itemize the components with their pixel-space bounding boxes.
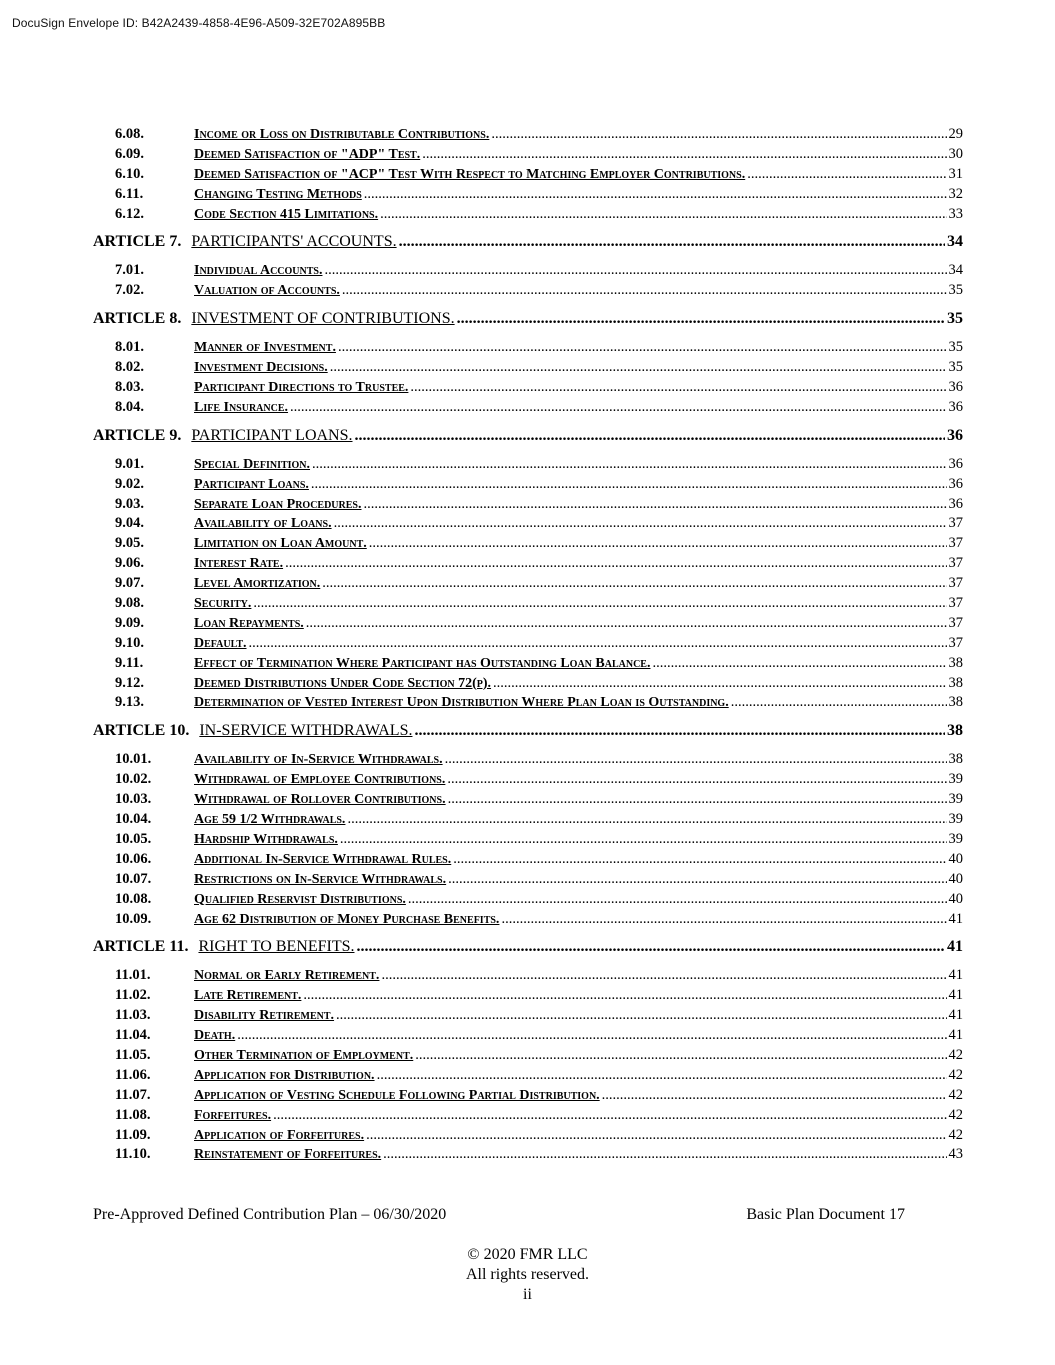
toc-entry[interactable] xyxy=(93,1006,963,1026)
section-title-link[interactable]: Other Termination of Employment. xyxy=(194,1047,414,1063)
section-title-link[interactable]: Code Section 415 Limitations. xyxy=(194,206,379,222)
section-page: 38 xyxy=(948,674,963,691)
section-title-link[interactable]: Death. xyxy=(194,1028,236,1044)
table-of-contents xyxy=(93,125,963,1165)
toc-group xyxy=(93,125,963,224)
toc-entry[interactable] xyxy=(93,1066,963,1086)
section-title-link[interactable]: Normal or Early Retirement. xyxy=(194,968,380,984)
section-number: 9.11. xyxy=(115,654,144,671)
dot-leader xyxy=(410,378,946,398)
toc-article[interactable] xyxy=(93,231,963,253)
section-title-link[interactable]: Age 59 1/2 Withdrawals. xyxy=(194,812,346,828)
section-page: 42 xyxy=(948,1066,963,1083)
section-number: 11.09. xyxy=(115,1126,151,1143)
toc-entry[interactable] xyxy=(93,1145,963,1165)
article-title[interactable]: PARTICIPANT LOANS. xyxy=(191,426,353,444)
dot-leader xyxy=(285,554,946,574)
section-title-link[interactable]: Default. xyxy=(194,635,247,651)
dot-leader xyxy=(448,790,947,810)
toc-group xyxy=(93,455,963,714)
toc-group xyxy=(93,750,963,929)
section-title-link[interactable]: Participant Loans. xyxy=(194,476,309,492)
section-page: 36 xyxy=(948,379,963,396)
dot-leader xyxy=(369,534,947,554)
section-number: 10.01. xyxy=(115,751,152,768)
section-page: 38 xyxy=(948,654,963,671)
section-number: 11.07. xyxy=(115,1086,151,1103)
section-title-link[interactable]: Disability Retirement. xyxy=(194,1008,335,1024)
article-page: 34 xyxy=(947,233,963,251)
section-number: 9.10. xyxy=(115,634,144,651)
section-number: 6.08. xyxy=(115,126,144,142)
article-page: 36 xyxy=(947,426,963,444)
toc-article[interactable] xyxy=(93,936,963,958)
dot-leader xyxy=(493,674,946,694)
section-title-link[interactable]: Life Insurance. xyxy=(194,399,289,415)
dot-leader xyxy=(447,770,946,790)
toc-entry[interactable] xyxy=(93,475,963,495)
article-label: ARTICLE 10. xyxy=(93,722,190,740)
section-page: 41 xyxy=(948,910,963,927)
dot-leader xyxy=(457,308,945,330)
section-number: 9.05. xyxy=(115,535,144,552)
toc-entry[interactable] xyxy=(93,634,963,654)
section-page: 35 xyxy=(948,282,963,299)
dot-leader xyxy=(253,594,946,614)
section-title-link[interactable]: Separate Loan Procedures. xyxy=(194,496,362,512)
dot-leader xyxy=(414,720,945,742)
section-title-link[interactable]: Forfeitures. xyxy=(194,1107,272,1123)
section-page: 39 xyxy=(948,791,963,808)
section-number: 10.07. xyxy=(115,870,152,887)
dot-leader xyxy=(381,966,946,986)
section-page: 36 xyxy=(948,475,963,492)
section-page: 37 xyxy=(948,535,963,552)
section-number: 11.04. xyxy=(115,1027,151,1044)
section-page: 40 xyxy=(948,890,963,907)
section-number: 10.04. xyxy=(115,811,152,828)
section-page: 35 xyxy=(948,359,963,376)
toc-entry[interactable] xyxy=(93,693,963,713)
section-number: 10.06. xyxy=(115,850,152,867)
section-number: 8.04. xyxy=(115,398,144,415)
section-title-link[interactable]: Application of Vesting Schedule Following Partial Distribution. xyxy=(194,1087,600,1103)
section-number: 6.09. xyxy=(115,145,144,162)
article-label: ARTICLE 8. xyxy=(93,310,182,328)
section-number: 11.08. xyxy=(115,1106,151,1123)
section-page: 34 xyxy=(948,262,963,279)
section-number: 7.02. xyxy=(115,282,144,299)
dot-leader xyxy=(237,1026,946,1046)
section-title-link[interactable]: Deemed Satisfaction of "ADP" Test. xyxy=(194,146,421,162)
dot-leader xyxy=(383,1145,946,1165)
dot-leader xyxy=(311,475,947,495)
dot-leader xyxy=(338,338,947,358)
section-title-link[interactable]: Effect of Termination Where Participant has Outstanding Loan Balance. xyxy=(194,655,651,671)
dot-leader xyxy=(322,574,946,594)
section-title-link[interactable]: Reinstatement of Forfeitures. xyxy=(194,1147,382,1163)
section-page: 35 xyxy=(948,339,963,356)
toc-entry[interactable] xyxy=(93,750,963,770)
toc-entry[interactable] xyxy=(93,554,963,574)
section-number: 8.01. xyxy=(115,339,144,356)
section-title-link[interactable]: Loan Repayments. xyxy=(194,615,304,631)
dot-leader xyxy=(453,850,946,870)
toc-entry[interactable] xyxy=(93,145,963,165)
section-page: 37 xyxy=(948,515,963,532)
article-label: ARTICLE 7. xyxy=(93,233,182,251)
section-title-link[interactable]: Restrictions on In-Service Withdrawals. xyxy=(194,871,447,887)
section-number: 6.10. xyxy=(115,165,144,182)
toc-entry[interactable] xyxy=(93,125,963,145)
dot-leader xyxy=(355,425,946,447)
toc-entry[interactable] xyxy=(93,1046,963,1066)
dot-leader xyxy=(356,936,945,958)
section-title-link[interactable]: Availability of In-Service Withdrawals. xyxy=(194,752,443,768)
dot-leader xyxy=(364,185,947,205)
article-label: ARTICLE 9. xyxy=(93,426,182,444)
dot-leader xyxy=(602,1086,947,1106)
dot-leader xyxy=(306,614,947,634)
toc-article[interactable] xyxy=(93,308,963,330)
section-page: 29 xyxy=(948,126,963,142)
toc-group xyxy=(93,966,963,1165)
toc-entry[interactable] xyxy=(93,594,963,614)
section-number: 11.05. xyxy=(115,1046,151,1063)
section-page: 38 xyxy=(948,751,963,768)
section-number: 10.09. xyxy=(115,910,152,927)
toc-entry[interactable] xyxy=(93,810,963,830)
toc-entry[interactable] xyxy=(93,910,963,930)
section-page: 40 xyxy=(948,850,963,867)
section-number: 9.03. xyxy=(115,495,144,512)
dot-leader xyxy=(336,1006,946,1026)
dot-leader xyxy=(330,358,947,378)
section-number: 9.08. xyxy=(115,595,144,612)
copyright-line: © 2020 FMR LLC xyxy=(467,1246,588,1263)
toc-entry[interactable] xyxy=(93,1106,963,1126)
section-title-link[interactable]: Deemed Satisfaction of "ACP" Test With Respect to Matching Employer Contributions. xyxy=(194,166,746,182)
section-page: 42 xyxy=(948,1086,963,1103)
section-page: 37 xyxy=(948,634,963,651)
toc-entry[interactable] xyxy=(93,378,963,398)
dot-leader xyxy=(445,750,947,770)
dot-leader xyxy=(303,986,946,1006)
section-number: 9.02. xyxy=(115,475,144,492)
dot-leader xyxy=(347,810,946,830)
section-page: 37 xyxy=(948,614,963,631)
section-title-link[interactable]: Deemed Distributions Under Code Section 72(p). xyxy=(194,675,492,691)
section-title-link[interactable]: Level Amortization. xyxy=(194,576,321,592)
article-page: 35 xyxy=(947,310,963,328)
article-title[interactable]: IN-SERVICE WITHDRAWALS. xyxy=(199,722,413,740)
dot-leader xyxy=(448,870,946,890)
section-page: 43 xyxy=(948,1146,963,1163)
section-page: 36 xyxy=(948,398,963,415)
dot-leader xyxy=(747,165,946,185)
dot-leader xyxy=(380,205,946,225)
footer-plan-name: Pre-Approved Defined Contribution Plan – 06/30/2020 xyxy=(93,1206,447,1223)
dot-leader xyxy=(377,1066,947,1086)
toc-entry[interactable] xyxy=(93,654,963,674)
section-number: 11.06. xyxy=(115,1066,151,1083)
article-label: ARTICLE 11. xyxy=(93,938,189,956)
section-page: 39 xyxy=(948,811,963,828)
toc-entry[interactable] xyxy=(93,185,963,205)
section-number: 9.01. xyxy=(115,455,144,472)
toc-entry[interactable] xyxy=(93,261,963,281)
toc-entry[interactable] xyxy=(93,1086,963,1106)
toc-entry[interactable] xyxy=(93,338,963,358)
section-title-link[interactable]: Application for Distribution. xyxy=(194,1067,375,1083)
section-title-link[interactable]: Availability of Loans. xyxy=(194,516,332,532)
toc-entry[interactable] xyxy=(93,850,963,870)
section-page: 37 xyxy=(948,595,963,612)
section-page: 41 xyxy=(948,1007,963,1024)
dot-leader xyxy=(249,634,947,654)
toc-article[interactable] xyxy=(93,425,963,447)
section-title-link[interactable]: Qualified Reservist Distributions. xyxy=(194,891,406,907)
section-page: 30 xyxy=(948,145,963,162)
section-title-link[interactable]: Additional In-Service Withdrawal Rules. xyxy=(194,851,452,867)
toc-entry[interactable] xyxy=(93,514,963,534)
toc-article[interactable] xyxy=(93,720,963,742)
section-page: 42 xyxy=(948,1106,963,1123)
toc-entry[interactable] xyxy=(93,830,963,850)
envelope-id: DocuSign Envelope ID: B42A2439-4858-4E96-A509-32E702A895BB xyxy=(12,16,386,30)
section-page: 41 xyxy=(948,1027,963,1044)
section-page: 33 xyxy=(948,205,963,222)
section-number: 10.08. xyxy=(115,890,152,907)
toc-entry[interactable] xyxy=(93,1126,963,1146)
toc-entry[interactable] xyxy=(93,674,963,694)
dot-leader xyxy=(324,261,946,281)
section-title-link[interactable]: Individual Accounts. xyxy=(194,263,323,279)
dot-leader xyxy=(363,495,946,515)
toc-entry[interactable] xyxy=(93,870,963,890)
toc-group xyxy=(93,338,963,418)
section-page: 36 xyxy=(948,495,963,512)
dot-leader xyxy=(312,455,946,475)
dot-leader xyxy=(342,281,947,301)
section-page: 39 xyxy=(948,830,963,847)
dot-leader xyxy=(415,1046,946,1066)
section-number: 9.12. xyxy=(115,674,144,691)
toc-entry[interactable] xyxy=(93,790,963,810)
copyright-block xyxy=(0,1245,1055,1305)
section-title-link[interactable]: Withdrawal of Rollover Contributions. xyxy=(194,792,446,808)
dot-leader xyxy=(290,398,946,418)
toc-entry[interactable] xyxy=(93,614,963,634)
section-number: 9.09. xyxy=(115,614,144,631)
section-page: 41 xyxy=(948,987,963,1004)
dot-leader xyxy=(491,125,946,145)
toc-entry[interactable] xyxy=(93,966,963,986)
section-title-link[interactable]: Special Definition. xyxy=(194,456,311,472)
dot-leader xyxy=(731,693,947,713)
dot-leader xyxy=(501,910,946,930)
section-number: 9.07. xyxy=(115,575,144,592)
section-number: 11.10. xyxy=(115,1146,151,1163)
section-title-link[interactable]: Manner of Investment. xyxy=(194,340,336,356)
section-number: 9.04. xyxy=(115,515,144,532)
toc-entry[interactable] xyxy=(93,398,963,418)
dot-leader xyxy=(273,1106,946,1126)
dot-leader xyxy=(422,145,946,165)
section-page: 32 xyxy=(948,185,963,202)
section-page: 42 xyxy=(948,1046,963,1063)
section-page: 40 xyxy=(948,870,963,887)
section-title-link[interactable]: Late Retirement. xyxy=(194,988,302,1004)
toc-entry[interactable] xyxy=(93,770,963,790)
article-title[interactable]: RIGHT TO BENEFITS. xyxy=(198,938,355,956)
section-page: 37 xyxy=(948,575,963,592)
section-number: 8.03. xyxy=(115,379,144,396)
section-number: 8.02. xyxy=(115,359,144,376)
toc-group xyxy=(93,261,963,301)
section-page: 42 xyxy=(948,1126,963,1143)
section-page: 36 xyxy=(948,455,963,472)
section-number: 11.03. xyxy=(115,1007,151,1024)
section-title-link[interactable]: Changing Testing Methods xyxy=(194,186,362,202)
page-number: ii xyxy=(523,1286,532,1303)
section-title-link[interactable]: Age 62 Distribution of Money Purchase Benefits. xyxy=(194,911,500,927)
article-title[interactable]: PARTICIPANTS' ACCOUNTS. xyxy=(191,233,397,251)
rights-line: All rights reserved. xyxy=(465,1266,590,1283)
section-title-link[interactable]: Participant Directions to Trustee. xyxy=(194,380,409,396)
section-number: 10.03. xyxy=(115,791,152,808)
dot-leader xyxy=(652,654,946,674)
section-number: 10.05. xyxy=(115,830,152,847)
footer-document-name: Basic Plan Document 17 xyxy=(746,1206,905,1223)
section-title-link[interactable]: Hardship Withdrawals. xyxy=(194,831,338,847)
section-title-link[interactable]: Investment Decisions. xyxy=(194,360,328,376)
section-title-link[interactable]: Application of Forfeitures. xyxy=(194,1127,365,1143)
dot-leader xyxy=(340,830,947,850)
toc-entry[interactable] xyxy=(93,890,963,910)
dot-leader xyxy=(366,1126,946,1146)
section-title-link[interactable]: Valuation of Accounts. xyxy=(194,283,340,299)
section-number: 9.06. xyxy=(115,555,144,572)
section-number: 11.02. xyxy=(115,987,151,1004)
section-number: 7.01. xyxy=(115,262,144,279)
dot-leader xyxy=(399,231,945,253)
article-page: 38 xyxy=(947,722,963,740)
section-number: 6.11. xyxy=(115,185,144,202)
section-title-link[interactable]: Determination of Vested Interest Upon Distribution Where Plan Loan is Outstanding. xyxy=(194,695,729,711)
section-number: 9.13. xyxy=(115,694,144,711)
section-title-link[interactable]: Income or Loss on Distributable Contributions. xyxy=(194,127,490,142)
section-number: 6.12. xyxy=(115,205,144,222)
toc-entry[interactable] xyxy=(93,495,963,515)
section-page: 37 xyxy=(948,555,963,572)
dot-leader xyxy=(408,890,947,910)
section-page: 38 xyxy=(948,694,963,711)
section-page: 39 xyxy=(948,771,963,788)
section-title-link[interactable]: Interest Rate. xyxy=(194,556,284,572)
section-page: 41 xyxy=(948,967,963,984)
section-title-link[interactable]: Withdrawal of Employee Contributions. xyxy=(194,772,446,788)
section-title-link[interactable]: Security. xyxy=(194,596,252,612)
toc-entry[interactable] xyxy=(93,205,963,225)
toc-entry[interactable] xyxy=(93,574,963,594)
dot-leader xyxy=(334,514,947,534)
toc-entry[interactable] xyxy=(93,165,963,185)
article-page: 41 xyxy=(947,938,963,956)
section-number: 11.01. xyxy=(115,967,151,984)
section-title-link[interactable]: Limitation on Loan Amount. xyxy=(194,536,367,552)
toc-entry[interactable] xyxy=(93,534,963,554)
toc-entry[interactable] xyxy=(93,455,963,475)
toc-entry[interactable] xyxy=(93,1026,963,1046)
section-number: 10.02. xyxy=(115,771,152,788)
section-page: 31 xyxy=(948,165,963,182)
toc-entry[interactable] xyxy=(93,358,963,378)
toc-entry[interactable] xyxy=(93,281,963,301)
toc-entry[interactable] xyxy=(93,986,963,1006)
article-title[interactable]: INVESTMENT OF CONTRIBUTIONS. xyxy=(191,310,455,328)
